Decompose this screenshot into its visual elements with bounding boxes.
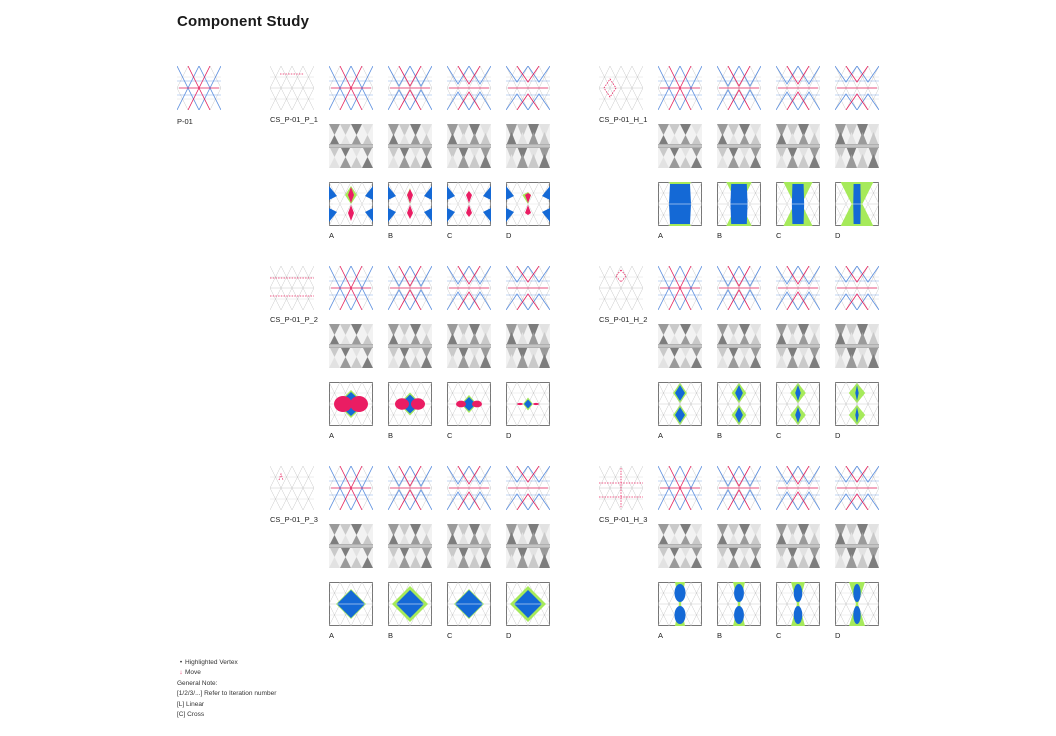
cs-p-01-h-1-iteration-label-d: D	[835, 231, 841, 240]
cs-p-01-p-2-crease-tile-c	[447, 266, 491, 310]
cs-p-01-h-3-fold-tile-b	[717, 524, 761, 568]
vertex-dot-icon: •	[179, 659, 183, 666]
cs-p-01-h-1-crease-tile-a	[658, 66, 702, 110]
cs-p-01-p-2-crease-tile-b	[388, 266, 432, 310]
cs-p-01-p-3-label: CS_P-01_P_3	[270, 515, 318, 524]
base-pattern-tile	[177, 66, 221, 110]
cs-p-01-p-3-iteration-label-a: A	[329, 631, 335, 640]
cs-p-01-p-3-fold-tile-b	[388, 524, 432, 568]
cs-p-01-p-3-crease-tile-d	[506, 466, 550, 510]
cs-p-01-h-2-label: CS_P-01_H_2	[599, 315, 648, 324]
cs-p-01-h-3-crease-tile-c	[776, 466, 820, 510]
cs-p-01-h-2-crease-tile-a	[658, 266, 702, 310]
cs-p-01-p-3-seed-tile	[270, 466, 314, 510]
cs-p-01-h-1-color-tile-d	[835, 182, 879, 226]
cs-p-01-p-2-fold-tile-d	[506, 324, 550, 368]
cs-p-01-p-2-iteration-label-b: B	[388, 431, 394, 440]
cs-p-01-h-1-iteration-label-c: C	[776, 231, 782, 240]
legend-move: ↓ Move	[177, 668, 276, 678]
cs-p-01-p-1-fold-tile-b	[388, 124, 432, 168]
cs-p-01-h-1-crease-tile-c	[776, 66, 820, 110]
cs-p-01-p-2-seed-tile	[270, 266, 314, 310]
move-arrow-icon: ↓	[179, 669, 183, 677]
cs-p-01-h-2-fold-tile-d	[835, 324, 879, 368]
base-pattern-label: P-01	[177, 117, 193, 126]
cs-p-01-h-2-iteration-label-c: C	[776, 431, 782, 440]
cs-p-01-h-2-fold-tile-a	[658, 324, 702, 368]
cs-p-01-h-1-fold-tile-c	[776, 124, 820, 168]
cs-p-01-h-1-seed-tile	[599, 66, 643, 110]
cs-p-01-p-3-crease-tile-c	[447, 466, 491, 510]
cs-p-01-h-1-color-tile-c	[776, 182, 820, 226]
cs-p-01-h-3-color-tile-b	[717, 582, 761, 626]
cs-p-01-h-3-crease-tile-d	[835, 466, 879, 510]
cs-p-01-p-3-color-tile-a	[329, 582, 373, 626]
cs-p-01-p-1-fold-tile-a	[329, 124, 373, 168]
cs-p-01-h-1-label: CS_P-01_H_1	[599, 115, 648, 124]
cs-p-01-h-3-crease-tile-a	[658, 466, 702, 510]
cs-p-01-h-2-iteration-label-b: B	[717, 431, 723, 440]
cs-p-01-p-2-crease-tile-d	[506, 266, 550, 310]
cs-p-01-h-3-iteration-label-b: B	[717, 631, 723, 640]
cs-p-01-p-2-iteration-label-a: A	[329, 431, 335, 440]
cs-p-01-h-1-fold-tile-a	[658, 124, 702, 168]
cs-p-01-h-2-fold-tile-b	[717, 324, 761, 368]
cs-p-01-h-1-crease-tile-d	[835, 66, 879, 110]
cs-p-01-p-3-color-tile-d	[506, 582, 550, 626]
cs-p-01-p-3-iteration-label-d: D	[506, 631, 512, 640]
cs-p-01-p-2-color-tile-b	[388, 382, 432, 426]
cs-p-01-h-3-iteration-label-c: C	[776, 631, 782, 640]
cs-p-01-h-2-iteration-label-a: A	[658, 431, 664, 440]
cs-p-01-h-2-color-tile-c	[776, 382, 820, 426]
page-title: Component Study	[177, 13, 310, 30]
cs-p-01-p-1-color-tile-d	[506, 182, 550, 226]
cs-p-01-h-1-crease-tile-b	[717, 66, 761, 110]
cs-p-01-h-2-crease-tile-d	[835, 266, 879, 310]
cs-p-01-p-2-label: CS_P-01_P_2	[270, 315, 318, 324]
legend-note-linear: [L] Linear	[177, 700, 205, 708]
cs-p-01-p-3-crease-tile-b	[388, 466, 432, 510]
cs-p-01-h-1-color-tile-b	[717, 182, 761, 226]
legend-note-cross: [C] Cross	[177, 711, 205, 719]
legend-general-note: General Note:	[177, 679, 218, 687]
legend-note-iteration: [1/2/3/...] Refer to Iteration number	[177, 690, 277, 698]
cs-p-01-h-2-crease-tile-c	[776, 266, 820, 310]
cs-p-01-h-2-crease-tile-b	[717, 266, 761, 310]
cs-p-01-p-2-color-tile-c	[447, 382, 491, 426]
cs-p-01-p-2-iteration-label-c: C	[447, 431, 453, 440]
cs-p-01-h-2-iteration-label-d: D	[835, 431, 841, 440]
cs-p-01-p-3-iteration-label-c: C	[447, 631, 453, 640]
cs-p-01-p-1-iteration-label-b: B	[388, 231, 394, 240]
cs-p-01-h-1-fold-tile-d	[835, 124, 879, 168]
cs-p-01-p-2-fold-tile-a	[329, 324, 373, 368]
cs-p-01-p-3-iteration-label-b: B	[388, 631, 394, 640]
cs-p-01-p-2-color-tile-a	[329, 382, 373, 426]
cs-p-01-h-3-color-tile-a	[658, 582, 702, 626]
cs-p-01-p-1-crease-tile-d	[506, 66, 550, 110]
cs-p-01-p-3-crease-tile-a	[329, 466, 373, 510]
cs-p-01-p-2-color-tile-d	[506, 382, 550, 426]
cs-p-01-p-1-seed-tile	[270, 66, 314, 110]
cs-p-01-h-3-fold-tile-c	[776, 524, 820, 568]
cs-p-01-p-3-fold-tile-a	[329, 524, 373, 568]
cs-p-01-h-2-color-tile-b	[717, 382, 761, 426]
cs-p-01-p-3-color-tile-c	[447, 582, 491, 626]
cs-p-01-h-3-fold-tile-a	[658, 524, 702, 568]
cs-p-01-h-2-fold-tile-c	[776, 324, 820, 368]
cs-p-01-p-3-fold-tile-d	[506, 524, 550, 568]
cs-p-01-h-3-iteration-label-d: D	[835, 631, 841, 640]
cs-p-01-h-1-iteration-label-b: B	[717, 231, 723, 240]
cs-p-01-p-2-iteration-label-d: D	[506, 431, 512, 440]
cs-p-01-p-1-fold-tile-d	[506, 124, 550, 168]
cs-p-01-p-1-label: CS_P-01_P_1	[270, 115, 318, 124]
cs-p-01-p-1-fold-tile-c	[447, 124, 491, 168]
cs-p-01-p-1-iteration-label-d: D	[506, 231, 512, 240]
cs-p-01-p-1-crease-tile-b	[388, 66, 432, 110]
cs-p-01-h-3-fold-tile-d	[835, 524, 879, 568]
cs-p-01-p-1-color-tile-c	[447, 182, 491, 226]
cs-p-01-p-2-fold-tile-c	[447, 324, 491, 368]
cs-p-01-h-3-iteration-label-a: A	[658, 631, 664, 640]
cs-p-01-p-1-color-tile-b	[388, 182, 432, 226]
cs-p-01-p-1-crease-tile-a	[329, 66, 373, 110]
cs-p-01-h-3-label: CS_P-01_H_3	[599, 515, 648, 524]
cs-p-01-p-1-crease-tile-c	[447, 66, 491, 110]
cs-p-01-h-2-color-tile-a	[658, 382, 702, 426]
cs-p-01-h-1-fold-tile-b	[717, 124, 761, 168]
cs-p-01-p-1-iteration-label-c: C	[447, 231, 453, 240]
cs-p-01-h-3-crease-tile-b	[717, 466, 761, 510]
cs-p-01-p-2-fold-tile-b	[388, 324, 432, 368]
cs-p-01-p-2-crease-tile-a	[329, 266, 373, 310]
cs-p-01-p-3-fold-tile-c	[447, 524, 491, 568]
cs-p-01-h-1-iteration-label-a: A	[658, 231, 664, 240]
legend-highlighted-vertex: • Highlighted Vertex	[177, 658, 276, 668]
cs-p-01-h-3-color-tile-d	[835, 582, 879, 626]
cs-p-01-h-2-seed-tile	[599, 266, 643, 310]
cs-p-01-h-2-color-tile-d	[835, 382, 879, 426]
cs-p-01-p-1-color-tile-a	[329, 182, 373, 226]
cs-p-01-p-3-color-tile-b	[388, 582, 432, 626]
cs-p-01-p-1-iteration-label-a: A	[329, 231, 335, 240]
cs-p-01-h-3-color-tile-c	[776, 582, 820, 626]
cs-p-01-h-1-color-tile-a	[658, 182, 702, 226]
cs-p-01-h-3-seed-tile	[599, 466, 643, 510]
legend	[177, 658, 276, 720]
